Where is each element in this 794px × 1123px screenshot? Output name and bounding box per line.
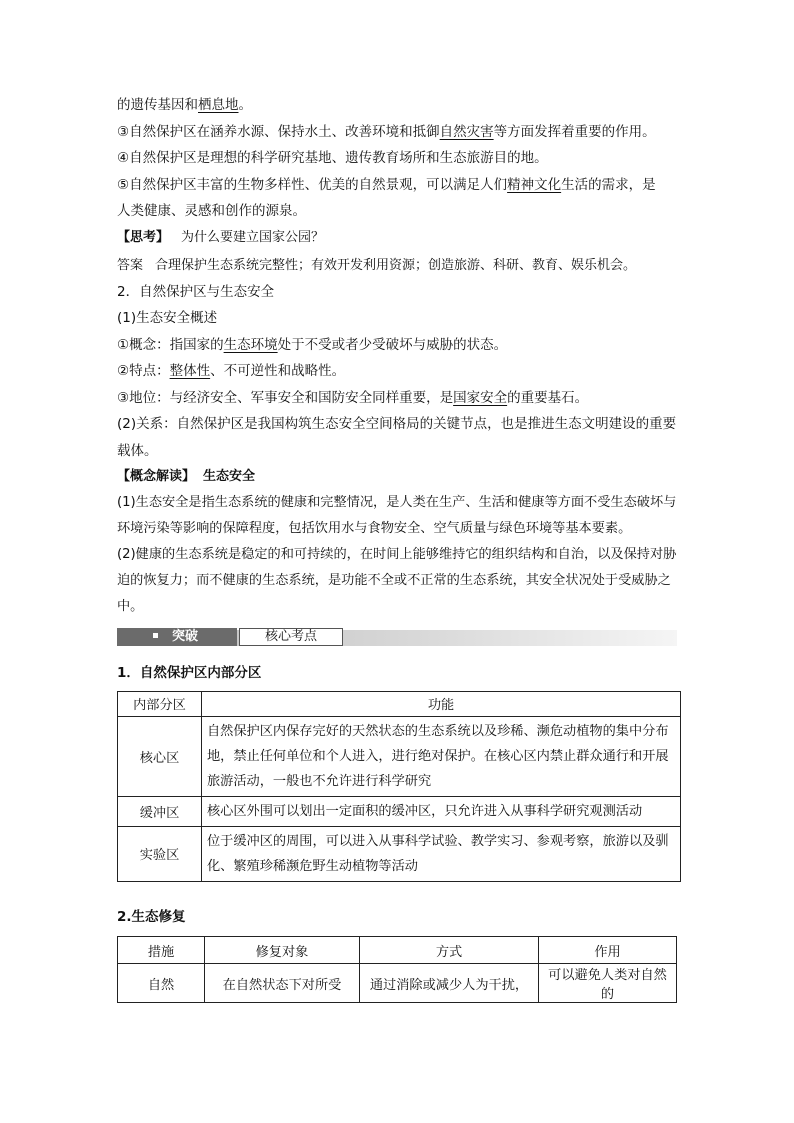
paragraph: (2)健康的生态系统是稳定的和可持续的，在时间上能够维持它的组织结构和自治，以及保持对胁迫的恢复力；而不健康的生态系统，是功能不全或不正常的生态系统，其安全状况处于受威胁之中。	[117, 547, 677, 614]
banner-dark: 突破	[117, 628, 237, 646]
table-header: 作用	[539, 937, 677, 964]
table-header: 内部分区	[118, 691, 202, 716]
table-row	[118, 826, 681, 881]
table-header-row	[118, 937, 677, 964]
table-row	[118, 716, 681, 796]
paragraph: (2)关系：自然保护区是我国构筑生态安全空间格局的关键节点，也是推进生态文明建设的重要载体。	[117, 416, 677, 459]
think-tag: 【思考】	[117, 229, 170, 245]
text-line: 的遗传基因和栖息地。	[117, 97, 252, 113]
restoration-table	[117, 936, 677, 1003]
table-cell: 自然	[118, 964, 205, 1003]
square-icon	[153, 633, 158, 638]
table-row	[118, 796, 681, 826]
text-line: ③地位：与经济安全、军事安全和国防安全同样重要，是国家安全的重要基石。	[117, 389, 589, 406]
zones-table	[117, 691, 681, 882]
table-row	[118, 964, 677, 1003]
function-cell: 核心区外围可以划出一定面积的缓冲区，只允许进入从事科学研究观测活动	[202, 796, 681, 826]
text-line: ①概念：指国家的生态环境处于不受或者少受破坏与威胁的状态。	[117, 336, 508, 353]
table-header-row	[118, 691, 681, 716]
paragraph: (1)生态安全是指生态系统的健康和完整情况，是人类在生产、生活和健康等方面不受生态破坏与环境污染等影响的保障程度，包括饮用水与食物安全、空气质量与绿色环境等基本要素。	[117, 495, 677, 536]
text-line: ③自然保护区在涵养水源、保持水土、改善环境和抵御自然灾害等方面发挥着重要的作用。	[117, 123, 656, 140]
think-question: 【思考】 为什么要建立国家公园？	[117, 229, 325, 245]
section-banner	[117, 628, 677, 650]
table-cell: 可以避免人类对自然的	[539, 964, 677, 1003]
concept-tag: 【概念解读】	[117, 469, 196, 484]
function-cell: 位于缓冲区的周围，可以进入从事科学试验、教学实习、参观考察，旅游以及驯化、繁殖珍稀濒危野生动植物等活动	[202, 826, 681, 881]
page-content	[117, 92, 677, 1003]
table-header: 修复对象	[205, 937, 360, 964]
table-header: 功能	[202, 691, 681, 716]
answer-tag: 答案	[117, 257, 144, 273]
table-cell: 通过消除或减少人为干扰，	[360, 964, 539, 1003]
text-line: ⑤自然保护区丰富的生物多样性、优美的自然景观，可以满足人们精神文化生活的需求，是	[117, 176, 656, 193]
concept-heading: 【概念解读】 生态安全	[117, 469, 256, 484]
table-header: 措施	[118, 937, 205, 964]
function-cell: 自然保护区内保存完好的天然状态的生态系统以及珍稀、濒危动植物的集中分布地，禁止任何单位和个人进入，进行绝对保护。在核心区内禁止群众通行和开展旅游活动，一般也不允许进行科学研究	[202, 716, 681, 796]
subheading: (1)生态安全概述	[117, 310, 218, 326]
section-heading: 2．自然保护区与生态安全	[117, 283, 275, 300]
answer: 答案 合理保护生态系统完整性；有效开发利用资源；创造旅游、科研、教育、娱乐机会。	[117, 257, 637, 273]
section1-title: 1．自然保护区内部分区	[117, 665, 262, 681]
text-line: ②特点：整体性、不可逆性和战略性。	[117, 363, 346, 379]
text-line: 人类健康、灵感和创作的源泉。	[117, 203, 306, 219]
table-cell: 在自然状态下对所受	[205, 964, 360, 1003]
zone-cell: 实验区	[118, 826, 202, 881]
section2-title: 2.生态修复	[117, 908, 186, 925]
text-line: ④自然保护区是理想的科学研究基地、遗传教育场所和生态旅游目的地。	[117, 150, 548, 166]
zone-cell: 核心区	[118, 716, 202, 796]
table-header: 方式	[360, 937, 539, 964]
zone-cell: 缓冲区	[118, 796, 202, 826]
banner-light: 核心考点	[239, 628, 343, 646]
